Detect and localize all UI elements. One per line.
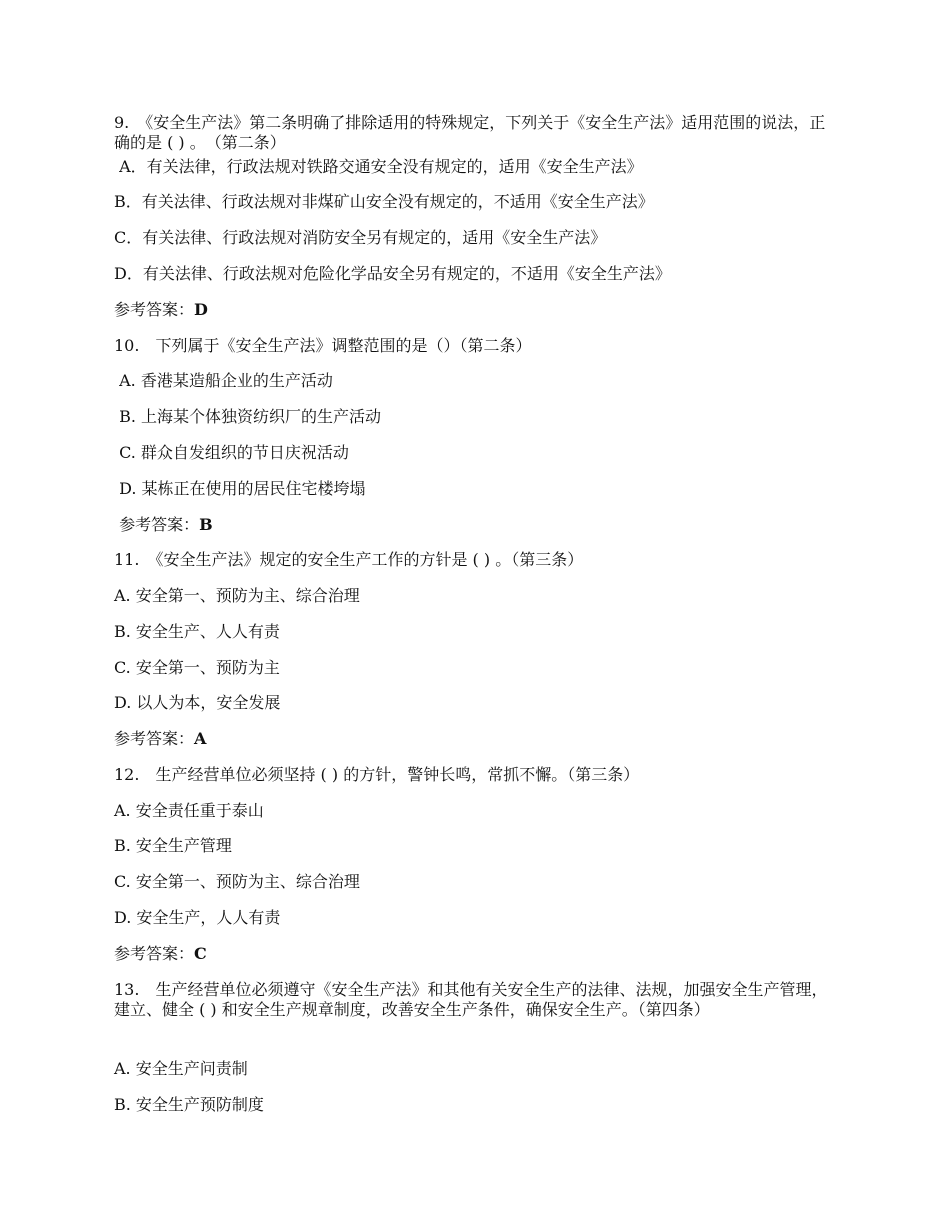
question-11-stem: 11. 《安全生产法》规定的安全生产工作的方针是 ( ) 。（第三条） bbox=[114, 550, 584, 569]
question-12-answer bbox=[114, 944, 207, 964]
question-11-option-b: B. 安全生产、人人有责 bbox=[114, 622, 280, 641]
question-13-stem: 13. 生产经营单位必须遵守《安全生产法》和其他有关安全生产的法律、法规，加强安全生产管理，建立、健全 ( ) 和安全生产规章制度，改善安全生产条件，确保安全生产。（第四条） bbox=[114, 980, 828, 1019]
question-9-option-c: C．有关法律、行政法规对消防安全另有规定的，适用《安全生产法》 bbox=[114, 228, 607, 247]
answer-key: C bbox=[194, 944, 207, 963]
answer-label: 参考答案： bbox=[114, 300, 195, 319]
question-9-option-d: D．有关法律、行政法规对危险化学品安全另有规定的，不适用《安全生产法》 bbox=[114, 264, 671, 283]
question-12-option-b: B. 安全生产管理 bbox=[114, 836, 232, 855]
question-10-stem: 10. 下列属于《安全生产法》调整范围的是（）（第二条） bbox=[114, 336, 532, 355]
answer-label: 参考答案： bbox=[114, 944, 195, 963]
answer-key: D bbox=[194, 300, 208, 319]
question-11-option-d: D. 以人为本，安全发展 bbox=[114, 693, 281, 712]
question-10-option-d: D. 某栋正在使用的居民住宅楼垮塌 bbox=[114, 479, 366, 498]
question-11-answer bbox=[114, 729, 206, 749]
question-9-option-a: A．有关法律，行政法规对铁路交通安全没有规定的，适用《安全生产法》 bbox=[114, 157, 643, 176]
question-11-option-c: C. 安全第一、预防为主 bbox=[114, 658, 280, 677]
question-13-option-a: A. 安全生产问责制 bbox=[114, 1059, 248, 1078]
answer-label: 参考答案： bbox=[114, 729, 195, 748]
question-12-stem: 12. 生产经营单位必须坚持 ( ) 的方针，警钟长鸣，常抓不懈。（第三条） bbox=[114, 765, 640, 784]
question-9-answer bbox=[114, 300, 208, 320]
answer-key: B bbox=[199, 515, 213, 534]
question-13-option-b: B. 安全生产预防制度 bbox=[114, 1095, 264, 1114]
answer-key: A bbox=[194, 729, 207, 748]
question-11-option-a: A. 安全第一、预防为主、综合治理 bbox=[114, 586, 360, 605]
question-9-stem: 9. 《安全生产法》第二条明确了排除适用的特殊规定，下列关于《安全生产法》适用范围的说法，正确的是 ( ) 。 （第二条） bbox=[114, 113, 826, 152]
question-10-option-c: C. 群众自发组织的节日庆祝活动 bbox=[114, 443, 349, 462]
question-10-option-b: B. 上海某个体独资纺织厂的生产活动 bbox=[114, 407, 382, 426]
question-9-option-b: B．有关法律、行政法规对非煤矿山安全没有规定的，不适用《安全生产法》 bbox=[114, 192, 654, 211]
question-12-option-c: C. 安全第一、预防为主、综合治理 bbox=[114, 872, 360, 891]
question-10-option-a: A. 香港某造船企业的生产活动 bbox=[114, 371, 333, 390]
question-10-answer bbox=[114, 515, 213, 535]
question-12-option-a: A. 安全责任重于泰山 bbox=[114, 801, 264, 820]
answer-label: 参考答案： bbox=[114, 515, 200, 534]
question-12-option-d: D. 安全生产，人人有责 bbox=[114, 908, 281, 927]
